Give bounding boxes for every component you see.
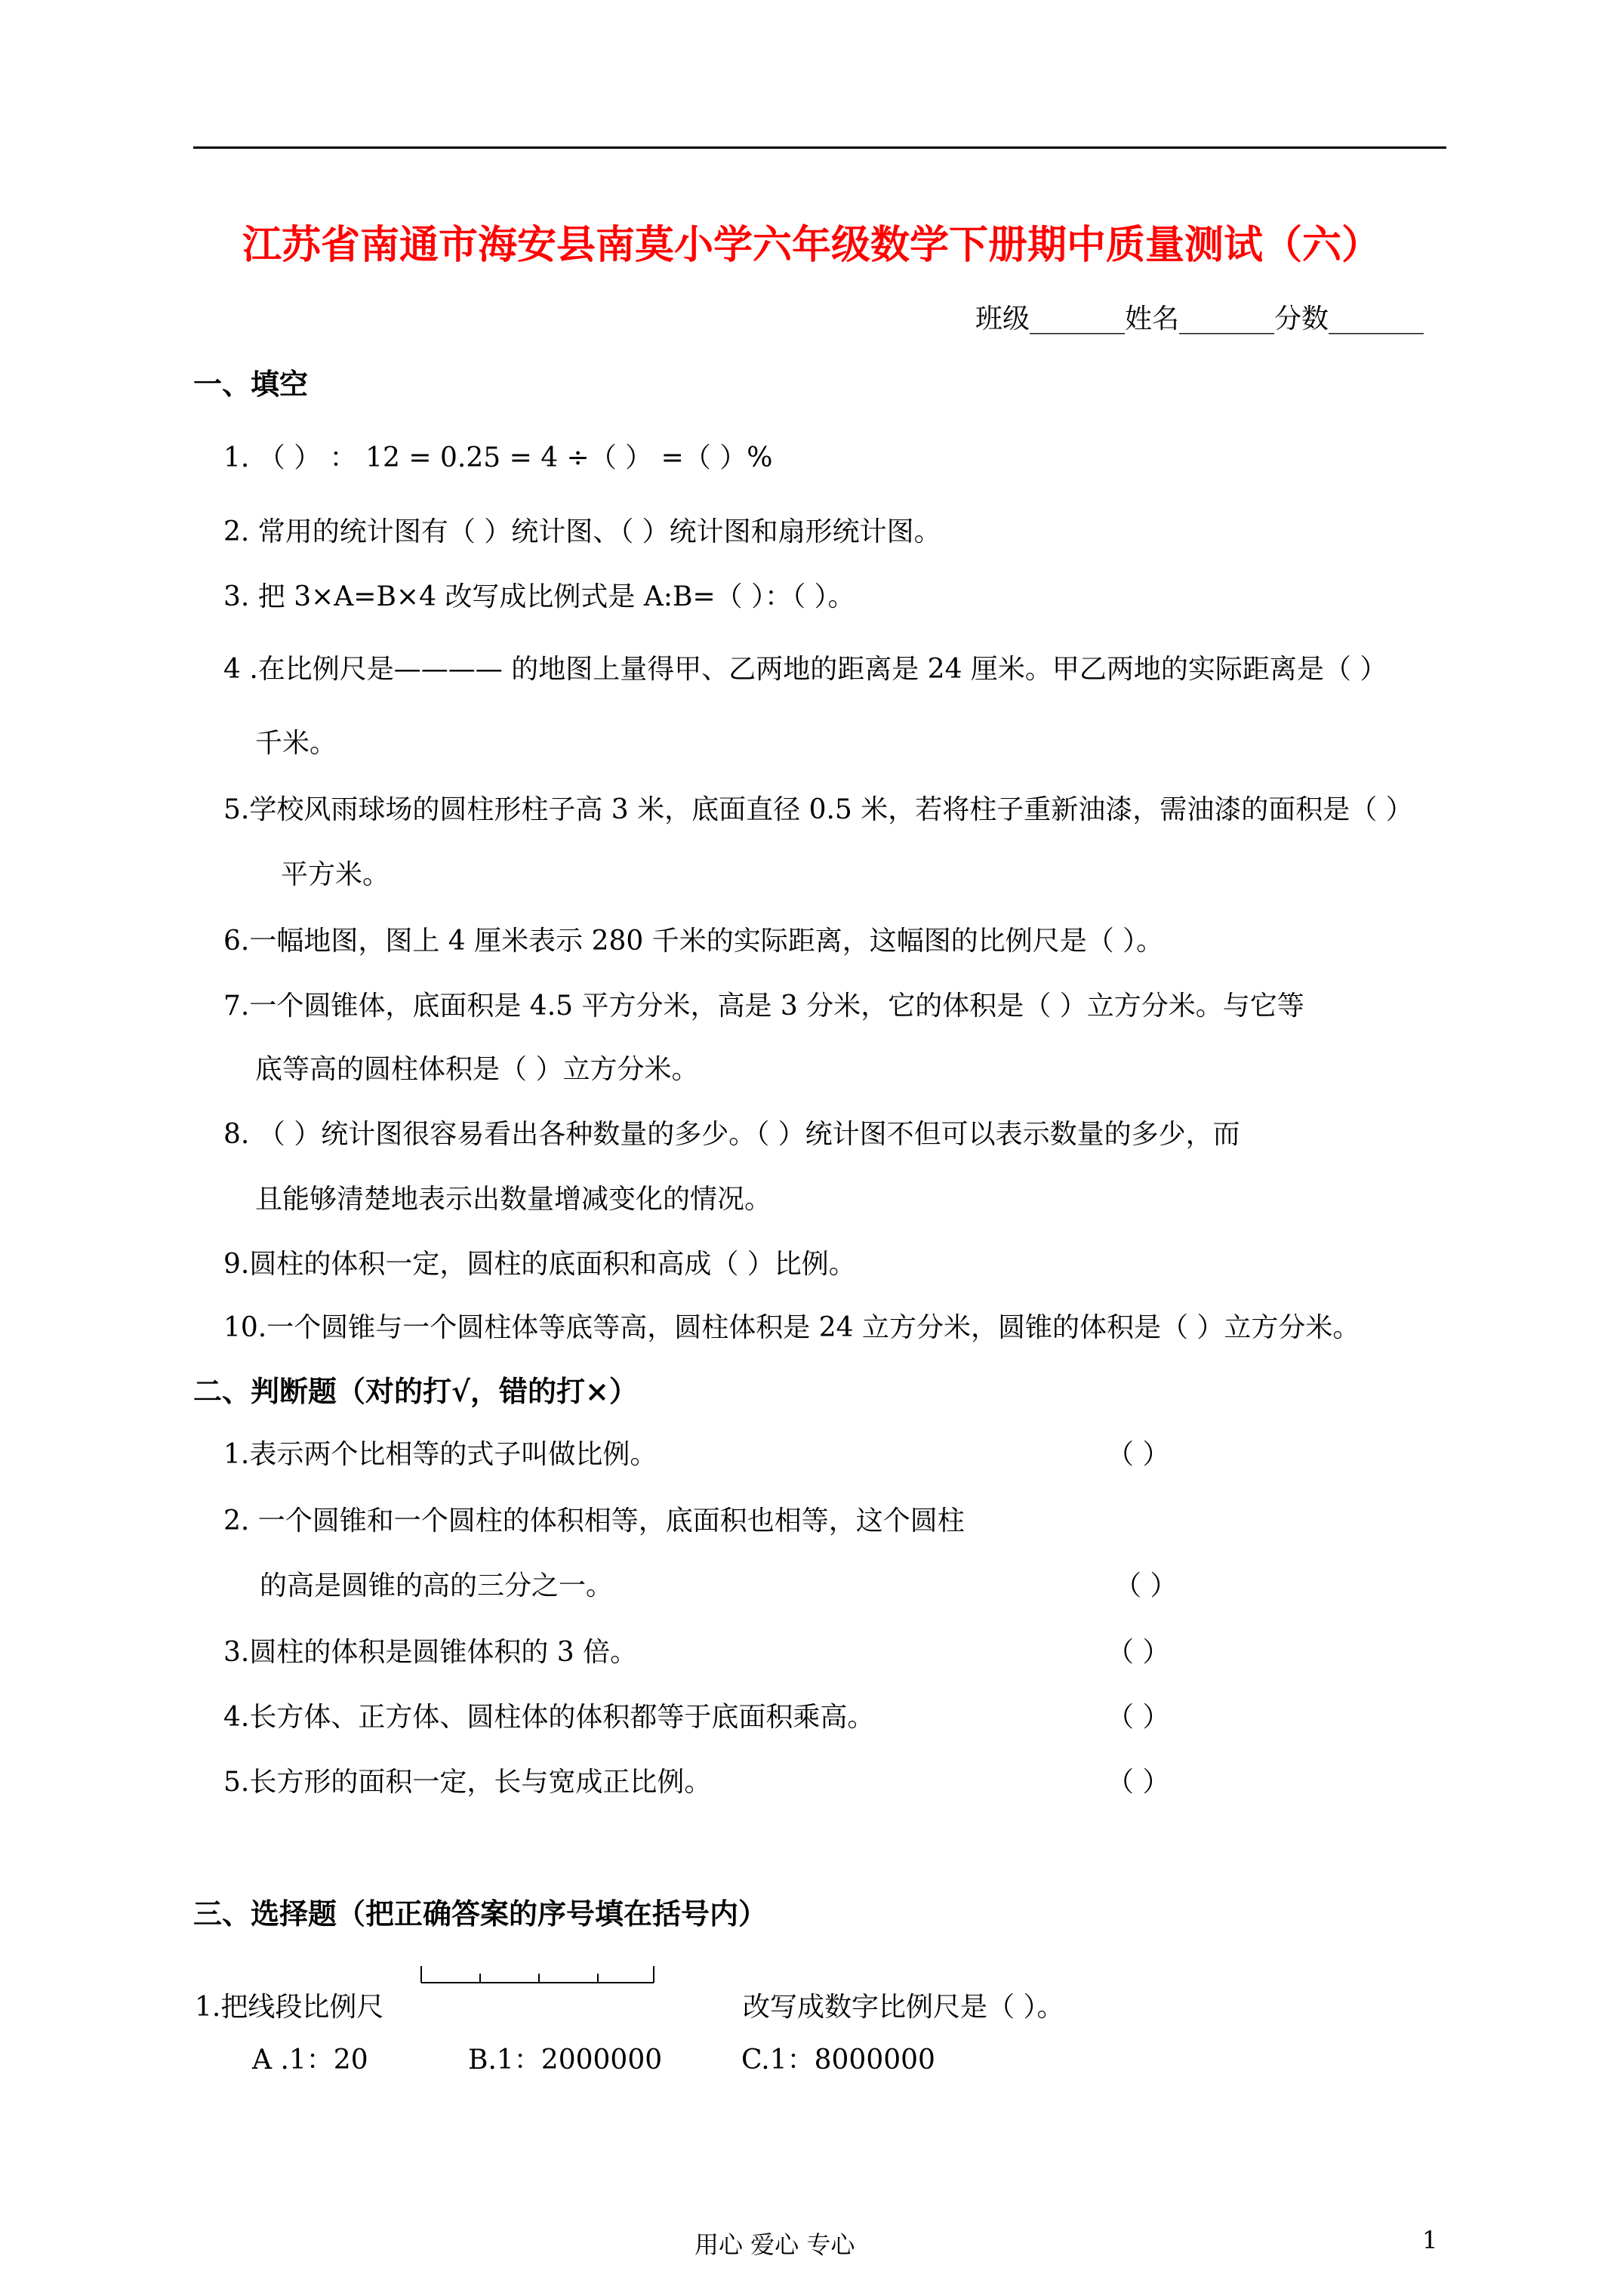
judge-answer-5: （ ） [1107, 1767, 1170, 1798]
fill-question-7-cont: 底等高的圆柱体积是（ ）立方分米。 [255, 1054, 699, 1085]
section-judge-heading: 二、判断题（对的打√，错的打×） [193, 1374, 638, 1408]
choice-question-1-cont: 改写成数字比例尺是（ ）。 [743, 1992, 1064, 2023]
page-title: 江苏省南通市海安县南莫小学六年级数学下册期中质量测试（六） [242, 222, 1381, 268]
footer-motto: 用心 爱心 专心 [694, 2230, 855, 2259]
section-choice-heading: 三、选择题（把正确答案的序号填在括号内） [193, 1897, 768, 1931]
fill-question-3: 3. 把 3×A=B×4 改写成比例式是 A:B=（ ）：（ ）。 [223, 581, 855, 612]
page-number: 1 [1422, 2226, 1438, 2254]
fill-question-2: 2. 常用的统计图有（ ）统计图、（ ）统计图和扇形统计图。 [223, 516, 941, 547]
choice-question-1: 1.把线段比例尺 [195, 1992, 384, 2023]
choice-option-c: C.1：8000000 [741, 2045, 935, 2076]
judge-answer-2: （ ） [1114, 1570, 1178, 1601]
student-info-line: 班级_______姓名_______分数_______ [975, 304, 1424, 334]
judge-question-2-cont: 的高是圆锥的高的三分之一。 [260, 1570, 614, 1601]
judge-answer-4: （ ） [1107, 1702, 1170, 1733]
judge-question-1: 1.表示两个比相等的式子叫做比例。 [223, 1439, 658, 1470]
fill-question-7: 7.一个圆锥体，底面积是 4.5 平方分米，高是 3 分米，它的体积是（ ）立方分米。与它等 [223, 991, 1304, 1022]
fill-question-4-cont: 千米。 [255, 728, 337, 759]
fill-question-9: 9.圆柱的体积一定，圆柱的底面积和高成（ ）比例。 [223, 1249, 856, 1280]
fill-question-6: 6.一幅地图，图上 4 厘米表示 280 千米的实际距离，这幅图的比例尺是（ ）。 [223, 926, 1164, 957]
fill-question-5: 5.学校风雨球场的圆柱形柱子高 3 米，底面直径 0.5 米，若将柱子重新油漆，需油漆的面积是（ ） [223, 794, 1413, 825]
fill-question-5-cont: 平方米。 [281, 859, 390, 890]
fill-question-8: 8. （ ）统计图很容易看出各种数量的多少。（ ）统计图不但可以表示数量的多少，而 [223, 1119, 1240, 1150]
choice-option-a: A .1：20 [252, 2045, 368, 2076]
judge-answer-3: （ ） [1107, 1637, 1170, 1668]
fill-question-8-cont: 且能够清楚地表示出数量增减变化的情况。 [255, 1184, 772, 1215]
judge-answer-1: （ ） [1107, 1439, 1170, 1470]
choice-option-b: B.1：2000000 [468, 2045, 663, 2076]
line-segment-scale-icon [420, 1965, 655, 1986]
fill-question-1: 1. （ ） ： 12 = 0.25 = 4 ÷（ ） =（ ）% [223, 442, 773, 473]
judge-question-4: 4.长方体、正方体、圆柱体的体积都等于底面积乘高。 [223, 1702, 875, 1733]
fill-question-10: 10.一个圆锥与一个圆柱体等底等高，圆柱体积是 24 立方分米，圆锥的体积是（ ）立方分米。 [223, 1312, 1360, 1343]
judge-question-5: 5.长方形的面积一定，长与宽成正比例。 [223, 1767, 712, 1798]
header-rule [193, 146, 1446, 149]
judge-question-3: 3.圆柱的体积是圆锥体积的 3 倍。 [223, 1637, 638, 1668]
fill-question-4: 4 .在比例尺是———— 的地图上量得甲、乙两地的距离是 24 厘米。甲乙两地的实际距离是（ ） [223, 654, 1387, 685]
judge-question-2: 2. 一个圆锥和一个圆柱的体积相等，底面积也相等，这个圆柱 [223, 1505, 965, 1536]
section-fill-heading: 一、填空 [193, 367, 309, 401]
